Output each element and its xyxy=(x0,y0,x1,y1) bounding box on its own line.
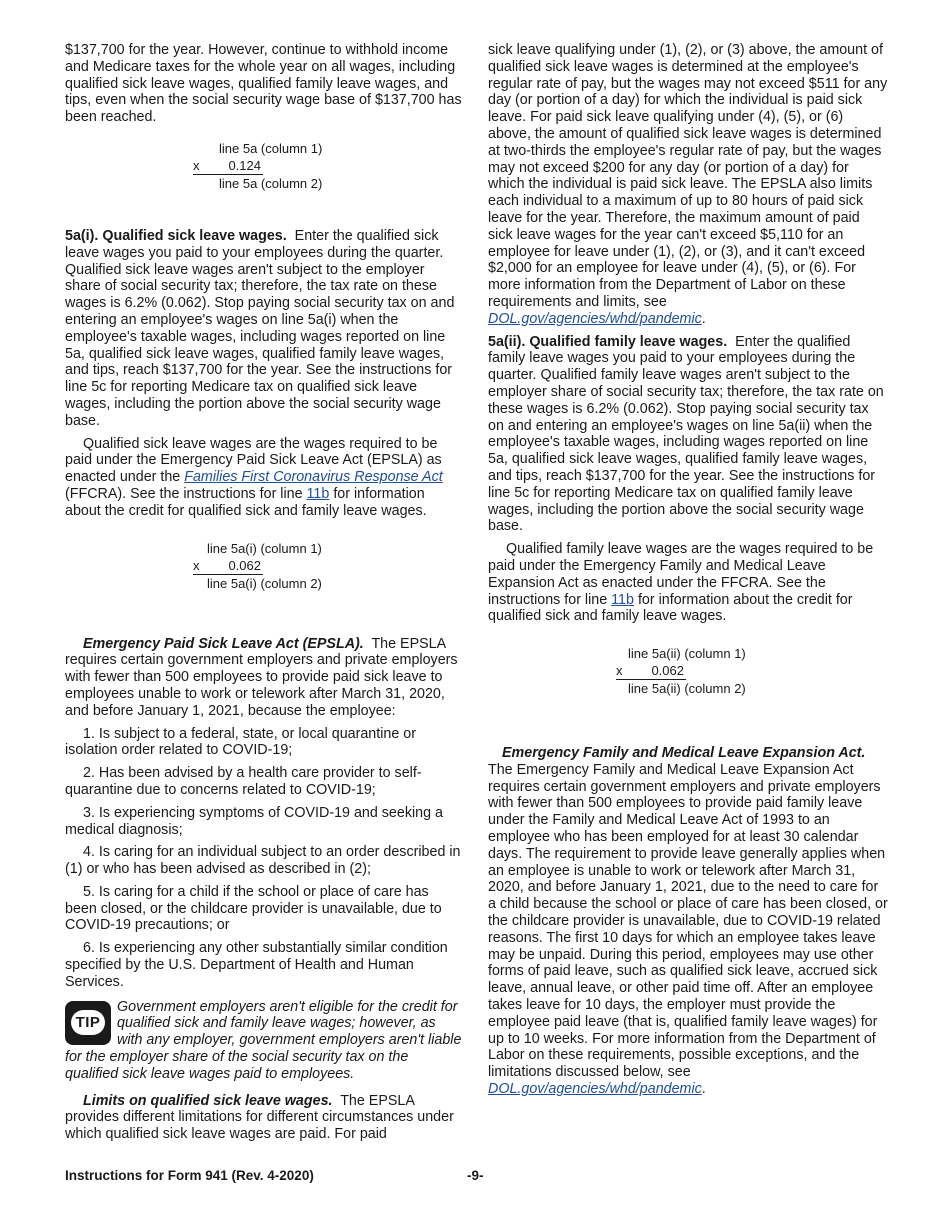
ffcra-link[interactable]: Families First Coronavirus Response Act xyxy=(184,469,443,486)
formula-multiplier xyxy=(193,157,263,175)
multiply-sign: x xyxy=(616,663,623,679)
limits-heading: Limits on qualified sick leave wages. xyxy=(83,1092,333,1109)
formula-multiplier xyxy=(193,557,263,575)
formula-line-5a-ii xyxy=(616,645,836,697)
epsla-body: The EPSLA requires certain government employers and private employers with fewer than 500 employees to provide paid sick leave to employees unable to work or telework after March 31, 2020, and before January 1, 2021, because the employee: xyxy=(65,635,458,719)
tip-icon xyxy=(65,1001,111,1045)
epsla-section xyxy=(65,636,463,720)
formula-rate: 0.124 xyxy=(228,157,261,173)
tip-content xyxy=(65,999,463,1083)
formula-line1: line 5a (column 1) xyxy=(219,140,323,156)
right-column xyxy=(488,42,888,1098)
list-item: 5. Is caring for a child if the school or place of care has been closed, or the childcare provider is unavailable, due to COVID-19 precautions; or xyxy=(65,883,442,934)
epsla-heading: Emergency Paid Sick Leave Act (EPSLA). xyxy=(83,635,364,652)
text-span: . xyxy=(701,310,706,327)
list-item: 6. Is experiencing any other substantially similar condition specified by the U.S. Department of Health and Human Services. xyxy=(65,940,448,990)
formula-line2: line 5a (column 2) xyxy=(219,175,323,191)
section-body: Enter the qualified family leave wages you paid to your employees during the quarter. Qualified family leave wages aren't subject to the employer share of social security tax; therefore, the tax rate on these wages is 6.2% (0.062). Stop paying social security tax on and entering an employee's wages on line 5a(ii) when the employee's taxable wages, including wages reported on line 5a, qualified sick leave wages, qualified family leave wages, and tips, reach $137,700 for the year. See the instructions for line 5c for reporting Medicare tax on qualified family leave wages, including the portion above the social security wage base. xyxy=(488,333,884,535)
formula-line2: line 5a(ii) (column 2) xyxy=(628,681,746,697)
formula-line2: line 5a(i) (column 2) xyxy=(207,575,322,591)
section-5a-ii xyxy=(488,334,888,536)
text-span: (FFCRA). See the instructions for line xyxy=(65,485,307,502)
text-span: sick leave qualifying under (1), (2), or (3) above, the amount of qualified sick leave wages is determined at the employee's regular rate of pay, but the wages may not exceed $511 for any day (or portion of a day) for which the individual is paid sick leave. For paid sick leave qualifying under (4), (5), or (6) above, the amount of qualified sick leave wages is determined at two-thirds the employee's regular rate of pay, but the wages may not exceed $200 for any day (or portion of a day) for which the individual is paid sick leave. The EPSLA also limits each individual to a maximum of up to 80 hours of paid sick leave for the year. Therefore, the maximum amount of paid sick leave wages for the year can't exceed $5,110 for an employee for leave under (1), (2), or (3), and it can't exceed $2,000 for an employee for leave under (4), (5), or (6). For more information from the Department of Labor on these requirements and limits, see xyxy=(488,42,888,310)
list-item: 4. Is caring for an individual subject to an order described in (1) or who has been advised as described in (2); xyxy=(65,844,461,878)
limits-body: The EPSLA provides different limitations for different circumstances under which qualified sick leave wages are paid. For paid xyxy=(65,1092,454,1143)
paragraph-family-leave-ref xyxy=(488,541,888,625)
efmlea-heading: Emergency Family and Medical Leave Expansion Act. xyxy=(502,745,866,762)
paragraph-wage-base: $137,700 for the year. However, continue to withhold income and Medicare taxes for the whole year on all wages, including qualified sick leave wages, qualified family leave wages, and tips, even when the social security wage base of $137,700 has been reached. xyxy=(65,42,462,126)
text-span: Qualified sick leave wages are the wages required to be paid under the Emergency Paid Sick Leave Act (EPSLA) as enacted under the xyxy=(65,435,442,486)
formula-line-5a-i xyxy=(193,540,413,592)
dol-pandemic-link[interactable]: DOL.gov/agencies/whd/pandemic xyxy=(488,310,702,327)
text-span: Qualified family leave wages are the wages required to be paid under the Emergency Family and Medical Leave Expansion Act as enacted under the FFCRA. See the instructions for line xyxy=(488,541,874,608)
section-5a-i xyxy=(65,228,463,430)
paragraph-sick-leave-limits xyxy=(488,42,888,328)
tip-text: Government employers aren't eligible for the credit for qualified sick and family leave wages; however, as with any employer, government employers aren't liable for the employer share of the social security tax on the qualified sick leave wages paid to employees. xyxy=(65,998,462,1082)
line-11b-link[interactable]: 11b xyxy=(306,485,330,502)
formula-rate: 0.062 xyxy=(228,557,261,573)
text-span: for information about the credit for qualified sick and family leave wages. xyxy=(65,485,427,519)
formula-line-5a xyxy=(193,140,413,192)
text-span: . xyxy=(701,1081,706,1098)
section-heading: 5a(ii). Qualified family leave wages. xyxy=(488,333,728,350)
footer-title: Instructions for Form 941 (Rev. 4-2020) xyxy=(65,1168,314,1183)
text-span: for information about the credit for qualified sick and family leave wages. xyxy=(488,591,853,625)
formula-line1: line 5a(i) (column 1) xyxy=(207,540,322,556)
tip-label: TIP xyxy=(71,1010,106,1035)
section-body: Enter the qualified sick leave wages you paid to your employees during the quarter. Qualified sick leave wages aren't subject to the employer share of social security tax; therefore, the tax rate on these wages is 6.2% (0.062). Stop paying social security tax on and entering an employee's wages on line 5a(i) when the employee's taxable wages, including wages reported on line 5a, qualified sick leave wages, qualified family leave wages, and tips, reach $137,700 for the year. See the instructions for line 5c for reporting Medicare tax on qualified sick leave wages, including the portion above the social security wage base. xyxy=(65,227,455,429)
list-item: 3. Is experiencing symptoms of COVID-19 and seeking a medical diagnosis; xyxy=(65,804,443,838)
formula-multiplier xyxy=(616,662,686,680)
list-item: 2. Has been advised by a health care provider to self-quarantine due to concerns related to COVID-19; xyxy=(65,765,422,798)
formula-rate: 0.062 xyxy=(651,663,684,679)
section-heading: 5a(i). Qualified sick leave wages. xyxy=(65,227,287,244)
page-number: -9- xyxy=(467,1168,484,1183)
paragraph-epsla-ref xyxy=(65,436,463,520)
multiply-sign: x xyxy=(193,157,200,173)
efmlea-body: The Emergency Family and Medical Leave Expansion Act requires certain government employers and private employers with fewer than 500 employees to provide paid family leave under the Family and Medical Leave Act of 1993 to an employee who has been employed for at least 30 calendar days. The requirement to provide leave generally applies when an employee is unable to work or telework after March 31, 2020, and before January 1, 2021, due to the need to care for a child because the school or place of care has been closed, or the childcare provider is unavailable, due to COVID-19 related reasons. The first 10 days for which an employee takes leave may be unpaid. During this period, employees may use other forms of paid leave, such as qualified sick leave, accrued sick leave, annual leave, or other paid time off. After an employee takes leave for 10 days, the employer must provide the employee paid leave (that is, qualified family leave wages) for up to 10 weeks. For more information from the Department of Labor on these requirements, possible exceptions, and the limitations discussed below, see xyxy=(488,761,888,1081)
page-footer xyxy=(65,1168,888,1183)
dol-pandemic-link[interactable]: DOL.gov/agencies/whd/pandemic xyxy=(488,1081,702,1098)
efmlea-section xyxy=(488,745,888,1098)
multiply-sign: x xyxy=(193,557,200,573)
limits-section xyxy=(65,1093,463,1143)
list-item: 1. Is subject to a federal, state, or local quarantine or isolation order related to COVID-19; xyxy=(65,725,416,759)
formula-line1: line 5a(ii) (column 1) xyxy=(628,646,746,662)
tip-box xyxy=(65,999,463,1083)
left-column xyxy=(65,42,463,1143)
line-11b-link[interactable]: 11b xyxy=(611,591,634,608)
